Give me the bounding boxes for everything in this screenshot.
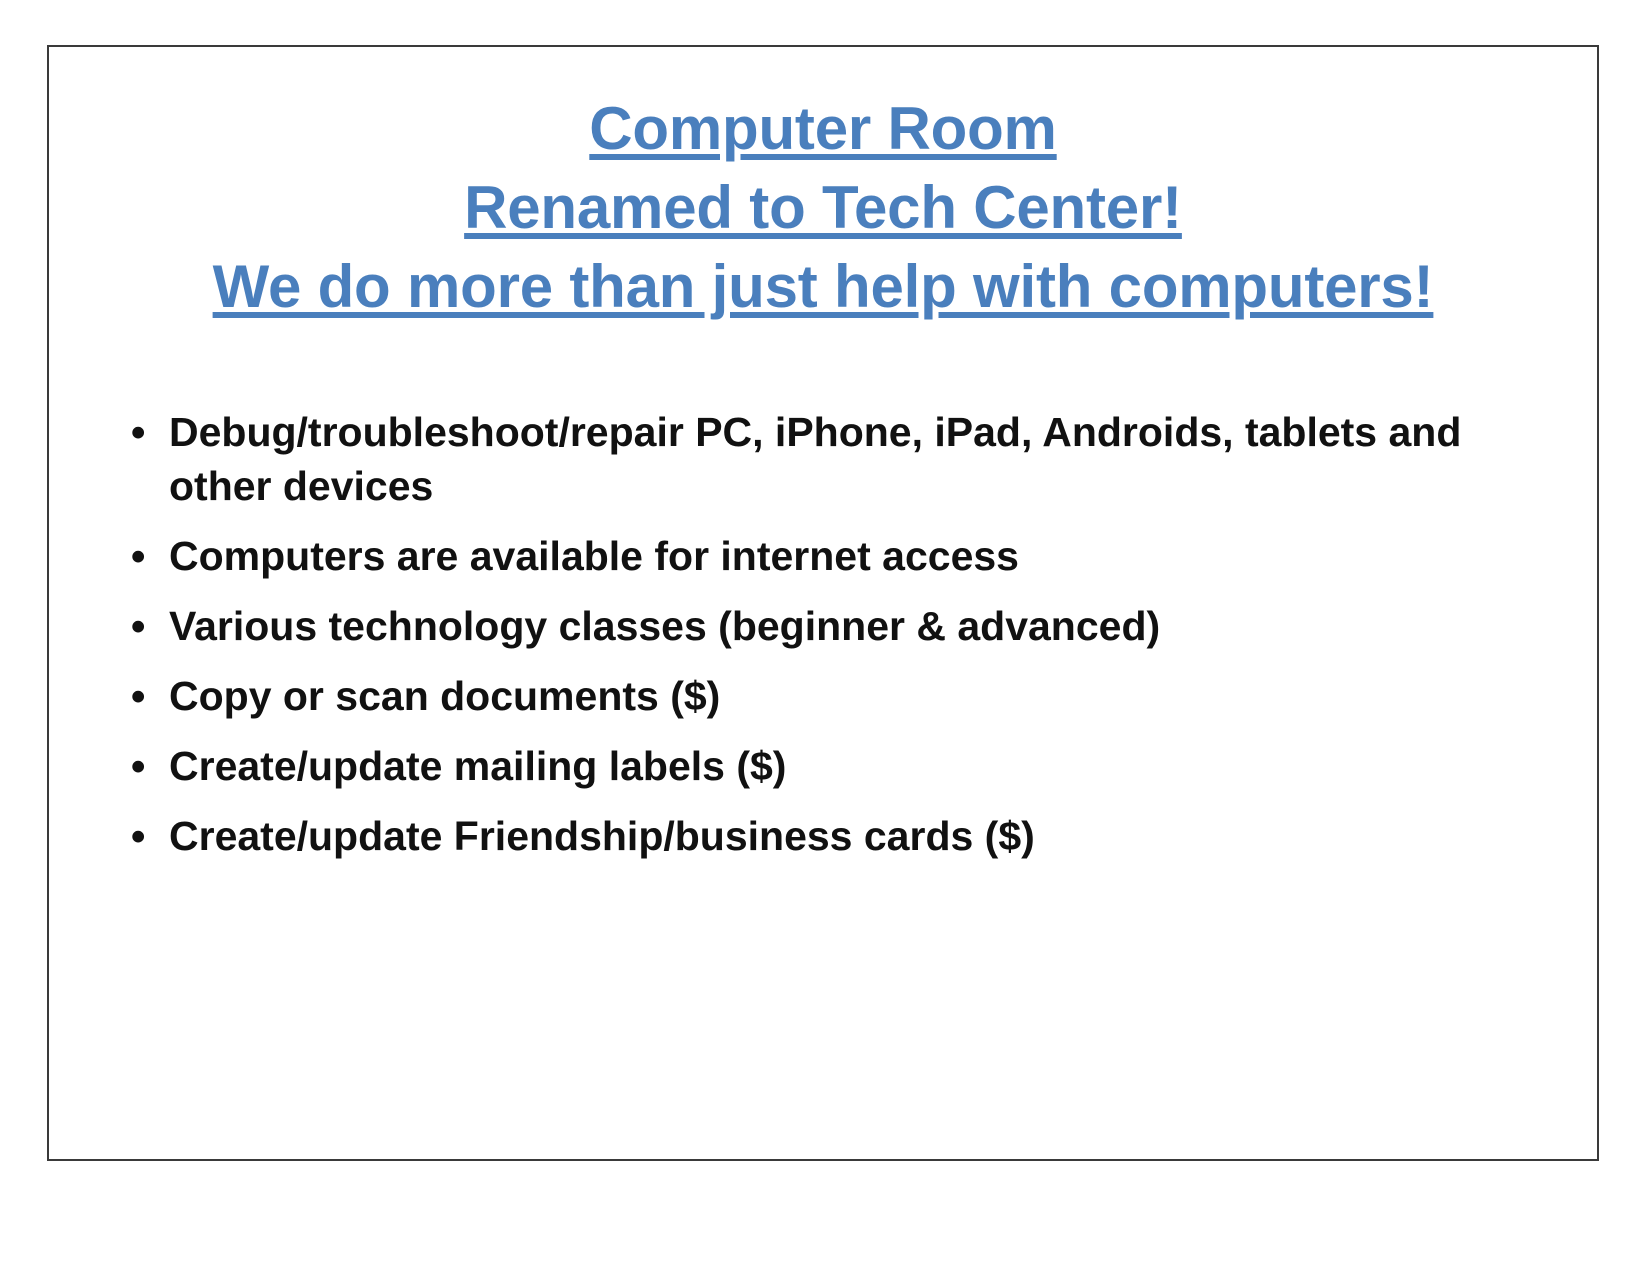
list-item (121, 809, 1547, 863)
title-line-2: Renamed to Tech Center! (464, 174, 1182, 242)
bullet-dot-icon: • (131, 813, 146, 860)
list-item-text: Create/update mailing labels ($) (169, 743, 787, 790)
list-item (121, 405, 1547, 513)
list-item-text: Computers are available for internet access (169, 532, 1019, 579)
list-item (121, 529, 1547, 583)
bullet-dot-icon: • (131, 532, 146, 579)
slide-title (49, 89, 1597, 327)
list-item (121, 669, 1547, 723)
list-item (121, 739, 1547, 793)
list-item (121, 599, 1547, 653)
list-item-text: Copy or scan documents ($) (169, 673, 721, 719)
services-bullet-list (121, 405, 1547, 864)
bullet-dot-icon: • (131, 408, 146, 455)
list-item-text: Create/update Friendship/business cards ($) (169, 813, 1035, 860)
title-line-3: We do more than just help with computers! (212, 253, 1434, 321)
bullet-dot-icon: • (131, 743, 146, 790)
bullet-dot-icon: • (131, 673, 146, 719)
bullet-dot-icon: • (131, 602, 146, 649)
list-item-text: Debug/troubleshoot/repair PC, iPhone, iPad, Androids, tablets and other devices (169, 408, 1462, 509)
slide-canvas (47, 45, 1599, 1161)
title-line-1: Computer Room (589, 95, 1057, 162)
list-item-text: Various technology classes (beginner & advanced) (169, 602, 1161, 649)
